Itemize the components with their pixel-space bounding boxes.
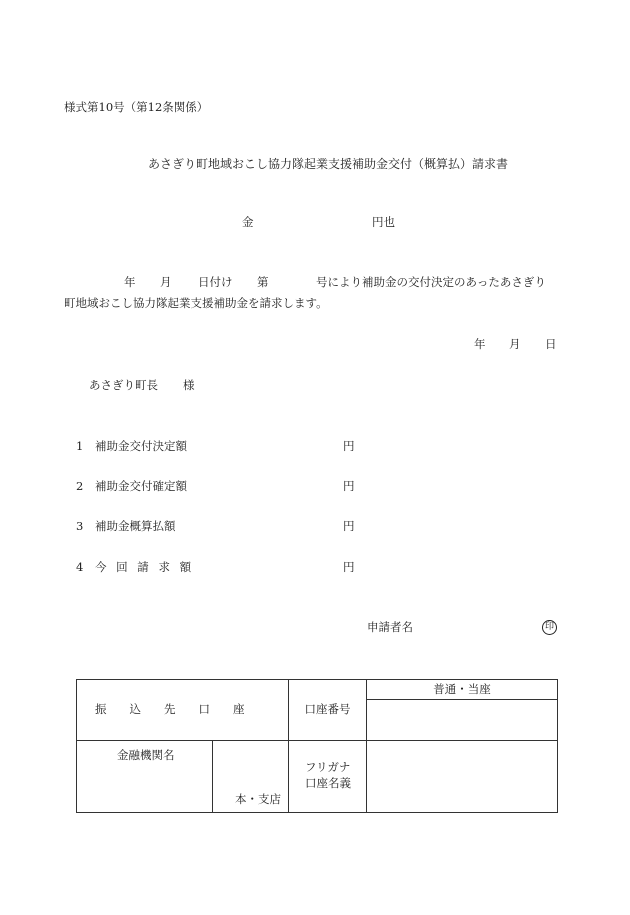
applicant-name-field[interactable]: [425, 618, 533, 636]
item-label: 補助金交付確定額: [95, 479, 187, 493]
transfer-account-header: [77, 680, 289, 741]
item-label: 補助金交付決定額: [95, 439, 187, 453]
addressee-name: あさぎり町長: [89, 378, 158, 392]
item-number: 3: [76, 519, 84, 533]
amount-input[interactable]: [262, 214, 362, 230]
account-type-cell[interactable]: [367, 680, 558, 700]
date-day: 日: [545, 337, 557, 351]
item-unit: 円: [343, 560, 355, 574]
item-unit: 円: [343, 479, 355, 493]
decision-dated: 日付け: [198, 275, 233, 289]
item-label: 補助金概算払額: [95, 519, 176, 533]
institution-name-label: 金融機関名: [117, 748, 175, 762]
account-number-header: [289, 680, 367, 741]
account-number-input[interactable]: [367, 700, 558, 741]
document-title: あさぎり町地域おこし協力隊起業支援補助金交付（概算払）請求書: [148, 157, 509, 171]
item-number: 1: [76, 439, 84, 453]
amount-suffix: 円也: [372, 215, 395, 229]
account-name-label: 口座名義: [305, 776, 351, 790]
date-year: 年: [474, 337, 486, 351]
account-name-header: [289, 741, 367, 813]
date-month: 月: [509, 337, 521, 351]
bank-account-table: [76, 679, 558, 813]
item-number: 4: [76, 560, 84, 574]
decision-year: 年: [124, 275, 136, 289]
account-name-input[interactable]: [367, 741, 558, 813]
item-label: 今 回 請 求 額: [95, 560, 195, 574]
institution-name-cell[interactable]: [77, 741, 213, 813]
item-number: 2: [76, 479, 84, 493]
account-type-label: 普通・当座: [433, 681, 491, 696]
item-unit: 円: [343, 519, 355, 533]
amount-prefix: 金: [242, 215, 254, 229]
transfer-account-label: 振 込 先 口 座: [95, 702, 245, 717]
request-line-2: 町地域おこし協力隊起業支援補助金を請求します。: [64, 296, 328, 310]
item-unit: 円: [343, 439, 355, 453]
form-number: 様式第10号（第12条関係）: [64, 100, 209, 114]
furigana-label: フリガナ: [305, 760, 351, 774]
decision-rest: 号により補助金の交付決定のあったあさぎり: [316, 275, 546, 289]
applicant-label: 申請者名: [367, 620, 413, 634]
addressee-honorific: 様: [183, 378, 195, 392]
branch-cell[interactable]: [213, 741, 289, 813]
account-number-label: 口座番号: [304, 702, 351, 717]
decision-dai: 第: [257, 275, 269, 289]
seal-icon: 印: [542, 620, 557, 635]
decision-month: 月: [160, 275, 172, 289]
branch-label: 本・支店: [235, 791, 281, 806]
